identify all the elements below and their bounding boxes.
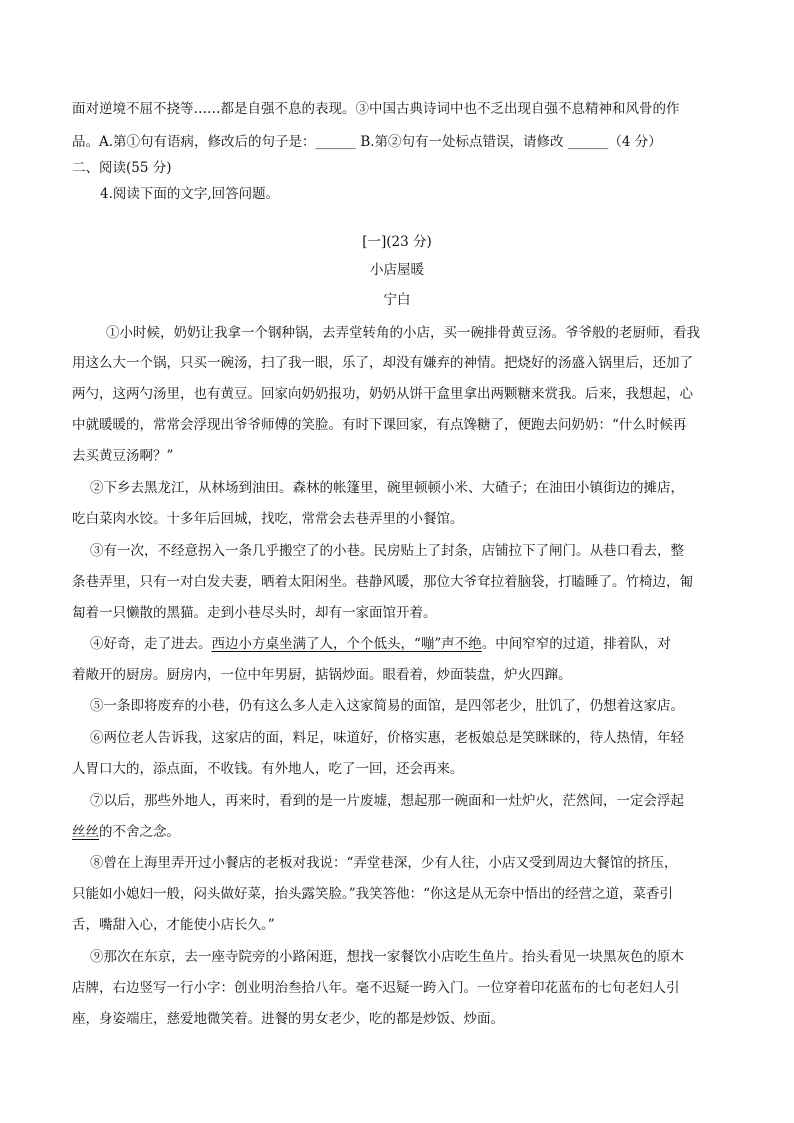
article-part: [一](23 分) [362, 234, 432, 250]
paragraph-7-line-1: ⑦以后，那些外地人，再来时，看到的是一片废墟，想起那一碗面和一灶炉火，茫然间，一定会浮起 [90, 793, 684, 809]
paragraph-7-rest: 的不舍之念。 [99, 824, 180, 840]
paragraph-8-line-3: 舌，嘴甜入心，才能使小店长久。” [72, 917, 275, 933]
paragraph-9-line-2: 店牌，右边竖写一行小字：创业明治叁拾八年。毫不迟疑一跨入门。一位穿着印花蓝布的七旬老妇人引 [72, 980, 680, 996]
intro-line-2: 品。A.第①句有语病，修改后的句子是：______ B.第②句有一处标点错误，请修改 ______（4 分） [72, 134, 662, 150]
paragraph-1-line-4: 中就暖暖的，常常会浮现出爷爷师傅的笑脸。有时下课回家，有点馋糖了，便跑去问奶奶：“什么时候再 [72, 417, 687, 433]
paragraph-3-line-2: 条巷弄里，只有一对白发夫妻，晒着太阳闲坐。巷静风暖，那位大爷耷拉着脑袋，打瞌睡了。竹椅边，匍 [72, 574, 693, 590]
paragraph-4-line-1 [90, 634, 724, 654]
paragraph-6-line-1: ⑥两位老人告诉我，这家店的面，料足，味道好，价格实惠，老板娘总是笑眯眯的，待人热情，年轻 [90, 730, 684, 746]
paragraph-1-line-5: 去买黄豆汤啊？” [72, 448, 174, 464]
paragraph-8-line-2: 只能如小媳妇一般，闷头做好菜，抬头露笑脸。”我笑答他：“你这是从无奈中悟出的经营之道，菜香引 [72, 886, 674, 902]
paragraph-4-rest: 。中间窄窄的过道，排着队，对 [481, 636, 671, 652]
paragraph-7-line-2 [72, 822, 724, 842]
section-heading: 二、阅读(55 分) [72, 160, 172, 176]
paragraph-1-line-3: 两勺，这两勺汤里，也有黄豆。回家向奶奶报功，奶奶从饼干盒里拿出两颗糖来赏我。后来，我想起，心 [72, 386, 693, 402]
paragraph-9-line-3: 座，身姿端庄，慈爱地微笑着。进餐的男女老少，吃的都是炒饭、炒面。 [72, 1011, 504, 1027]
paragraph-2-line-1: ②下乡去黑龙江，从林场到油田。森林的帐篷里，碗里顿顿小米、大碴子；在油田小镇街边的摊店， [90, 480, 684, 496]
paragraph-4-line-2: 着敞开的厨房。厨房内，一位中年男厨，掂锅炒面。眼看着，炒面装盘，炉火四蹿。 [72, 667, 572, 683]
paragraph-9-line-1: ⑨那次在东京，去一座寺院旁的小路闲逛，想找一家餐饮小店吃生鱼片。抬头看见一块黑灰色的原木 [90, 949, 684, 965]
paragraph-4-underlined-sentence: 西边小方桌坐满了人，个个低头，“嘣”声不绝 [211, 636, 482, 652]
article-author: 宁白 [383, 292, 411, 308]
paragraph-1-line-2: 用这么大一个锅，只买一碗汤，扫了我一眼，乐了，却没有嫌弃的神情。把烧好的汤盛入锅里后，还加了 [72, 355, 693, 371]
paragraph-8-line-1: ⑧曾在上海里弄开过小餐店的老板对我说：“弄堂巷深，少有人往，小店又受到周边大餐馆的挤压， [90, 855, 678, 871]
question-prompt: 4.阅读下面的文字,回答问题。 [100, 186, 280, 202]
article-title: 小店屋暖 [370, 262, 424, 278]
paragraph-1-line-1: ①小时候，奶奶让我拿一个钢种锅，去弄堂转角的小店，买一碗排骨黄豆汤。爷爷般的老厨师，看我 [106, 325, 700, 341]
paragraph-6-line-2: 人胃口大的，添点面，不收钱。有外地人，吃了一回，还会再来。 [72, 761, 464, 777]
paragraph-4-lead: ④好奇，走了进去。 [90, 636, 212, 652]
paragraph-2-line-2: 吃白菜肉水饺。十多年后回城，找吃，常常会去巷弄里的小餐馆。 [72, 511, 464, 527]
paragraph-3-line-3: 匐着一只懒散的黑猫。走到小巷尽头时，却有一家面馆开着。 [72, 605, 437, 621]
paragraph-3-line-1: ③有一次，不经意拐入一条几乎搬空了的小巷。民房贴上了封条，店铺拉下了闸门。从巷口看去，整 [90, 543, 684, 559]
paragraph-7-underlined-word: 丝丝 [72, 824, 99, 840]
paragraph-5-line-1: ⑤一条即将废弃的小巷，仍有这么多人走入这家简易的面馆，是四邻老少，肚饥了，仍想着这家店。 [90, 698, 684, 714]
intro-line-1: 面对逆境不屈不挠等……都是自强不息的表现。③中国古典诗词中也不乏出现自强不息精神和风骨的作 [72, 101, 680, 117]
